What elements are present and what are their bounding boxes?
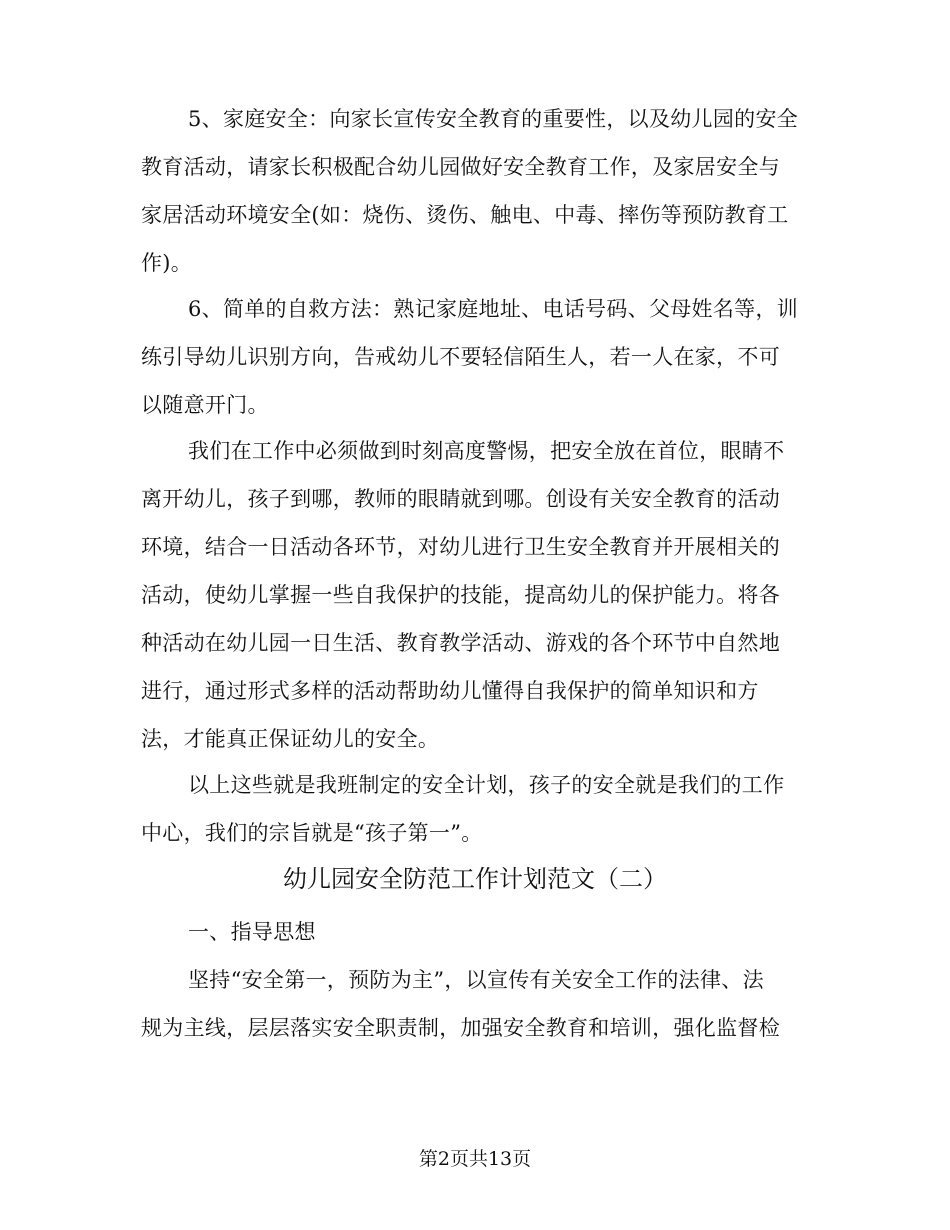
paragraph-line: 家居活动环境安全(如：烧伤、烫伤、触电、中毒、摔伤等预防教育工 <box>141 203 789 227</box>
paragraph-line: 作)。 <box>141 251 193 275</box>
paragraph-line: 规为主线，层层落实安全职责制，加强安全教育和培训，强化监督检 <box>141 1016 780 1040</box>
section-title: 幼儿园安全防范工作计划范文（二） <box>283 865 667 893</box>
paragraph-line: 以随意开门。 <box>141 393 269 417</box>
paragraph-line: 进行，通过形式多样的活动帮助幼儿懂得自我保护的简单知识和方 <box>141 679 759 703</box>
paragraph-line: 中心，我们的宗旨就是“孩子第一”。 <box>141 821 483 845</box>
page-footer: 第2页共13页 <box>418 1148 532 1170</box>
paragraph-line: 以上这些就是我班制定的安全计划，孩子的安全就是我们的工作 <box>188 773 785 797</box>
paragraph-line: 离开幼儿，孩子到哪，教师的眼睛就到哪。创设有关安全教育的活动 <box>141 487 780 511</box>
paragraph-line: 坚持“安全第一，预防为主”，以宣传有关安全工作的法律、法 <box>188 968 764 992</box>
paragraph-line: 活动，使幼儿掌握一些自我保护的技能，提高幼儿的保护能力。将各 <box>141 583 780 607</box>
paragraph-line: 练引导幼儿识别方向，告戒幼儿不要轻信陌生人，若一人在家，不可 <box>141 345 780 369</box>
paragraph-line: 教育活动，请家长积极配合幼儿园做好安全教育工作，及家居安全与 <box>141 155 780 179</box>
paragraph-line: 法，才能真正保证幼儿的安全。 <box>141 727 440 751</box>
paragraph-line: 6、简单的自救方法：熟记家庭地址、电话号码、父母姓名等，训 <box>188 297 799 321</box>
section-heading: 一、指导思想 <box>188 920 316 944</box>
paragraph-line: 环境，结合一日活动各环节，对幼儿进行卫生安全教育并开展相关的 <box>141 535 780 559</box>
paragraph-line: 种活动在幼儿园一日生活、教育教学活动、游戏的各个环节中自然地 <box>141 631 780 655</box>
paragraph-line: 5、家庭安全：向家长宣传安全教育的重要性，以及幼儿园的安全 <box>188 107 799 131</box>
paragraph-line: 我们在工作中必须做到时刻高度警惕，把安全放在首位，眼睛不 <box>188 439 785 463</box>
